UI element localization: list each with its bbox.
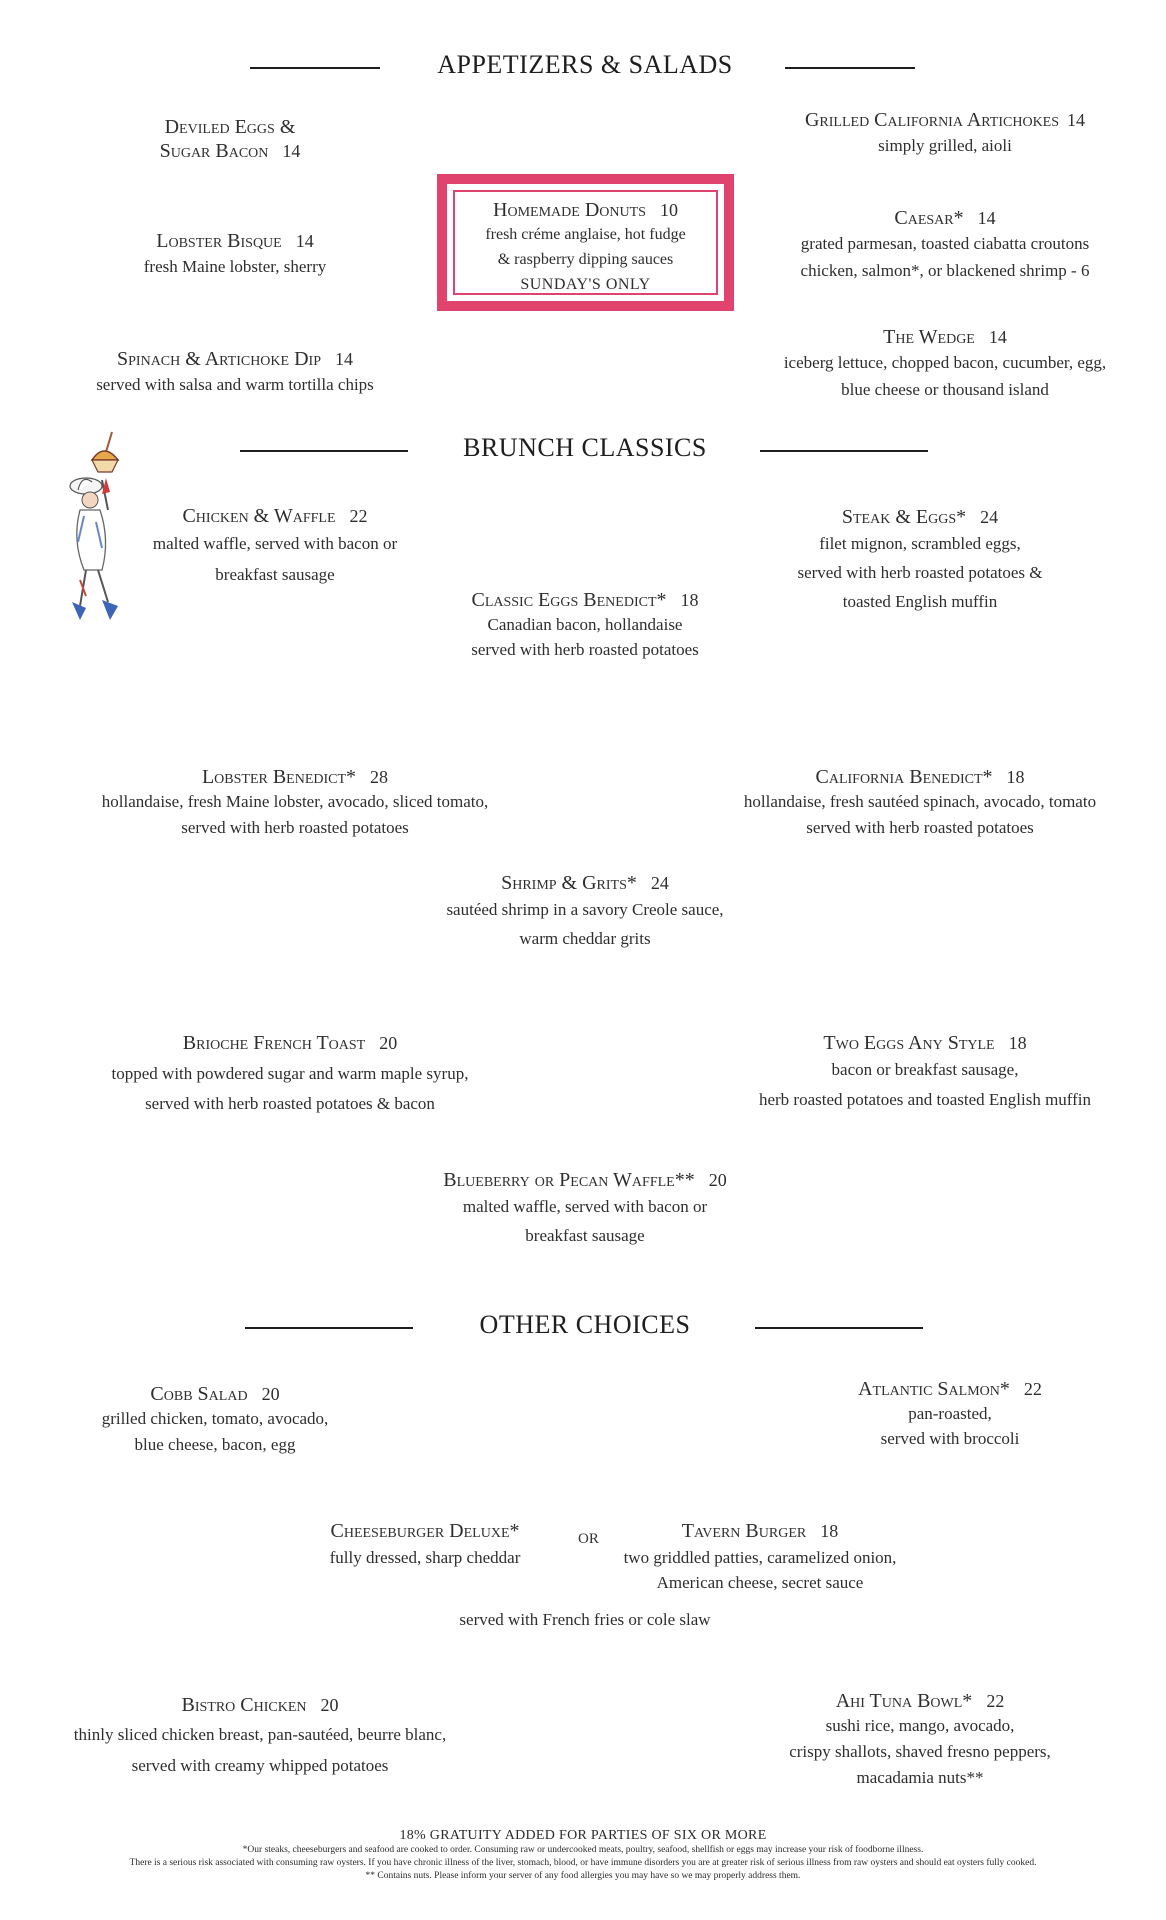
section-rule-left xyxy=(245,1327,413,1329)
item-description: served with creamy whipped potatoes xyxy=(131,1756,389,1775)
item-price: 24 xyxy=(980,507,999,527)
menu-item-california-benedict xyxy=(700,765,1140,841)
item-name: Tavern Burger xyxy=(681,1520,807,1542)
item-name: Cobb Salad xyxy=(150,1383,248,1405)
item-name: Lobster Bisque xyxy=(156,230,282,252)
item-price: 24 xyxy=(650,873,669,893)
item-name: Sugar Bacon xyxy=(159,140,269,162)
item-description: toasted English muffin xyxy=(842,592,998,611)
menu-item-ahi-tuna xyxy=(770,1689,1070,1791)
menu-item-waffle xyxy=(400,1168,770,1250)
item-name: Caesar* xyxy=(894,207,964,229)
item-description: fresh créme anglaise, hot fudge xyxy=(485,226,686,243)
oyster-disclaimer: There is a serious risk associated with consuming raw oysters. If you have chronic illness of the liver, stomach, blood, or have immune disorders you are at greater risk of serious illness from raw oysters and should eat oysters fully cooked. xyxy=(129,1858,1037,1868)
item-price: 20 xyxy=(379,1033,398,1053)
item-price: 20 xyxy=(261,1384,280,1404)
item-name: Spinach & Artichoke Dip xyxy=(117,348,321,370)
item-description: chicken, salmon*, or blackened shrimp - 6 xyxy=(800,261,1090,280)
item-price: 18 xyxy=(680,590,699,610)
item-description: breakfast sausage xyxy=(525,1226,645,1245)
footer-notes xyxy=(0,1828,1166,1883)
or-separator: OR xyxy=(578,1531,599,1547)
section-rule-right xyxy=(760,450,928,452)
item-name: Steak & Eggs* xyxy=(841,506,967,528)
item-description: served with herb roasted potatoes xyxy=(806,818,1034,837)
sundays-only-note: SUNDAY'S ONLY xyxy=(520,276,651,293)
section-title-appetizers: APPETIZERS & SALADS xyxy=(437,50,733,79)
item-description: topped with powdered sugar and warm maple syrup, xyxy=(111,1064,469,1083)
nut-allergy-note: ** Contains nuts. Please inform your server of any food allergies you may have so we may properly address them. xyxy=(365,1871,801,1881)
donuts-feature-box xyxy=(437,174,734,311)
item-name: Chicken & Waffle xyxy=(182,505,336,527)
menu-item-caesar xyxy=(765,206,1125,284)
item-description: served with herb roasted potatoes & bacon xyxy=(145,1094,435,1113)
menu-item-lobster-bisque xyxy=(100,229,370,280)
item-description: & raspberry dipping sauces xyxy=(497,251,674,268)
item-price: 10 xyxy=(659,200,678,220)
item-description: herb roasted potatoes and toasted English muffin xyxy=(758,1090,1092,1109)
item-description: sushi rice, mango, avocado, xyxy=(825,1716,1015,1735)
item-description: served with broccoli xyxy=(880,1429,1020,1448)
item-name: Ahi Tuna Bowl* xyxy=(835,1690,973,1712)
item-description: breakfast sausage xyxy=(215,565,335,584)
item-name: The Wedge xyxy=(883,326,975,348)
chef-figure xyxy=(70,432,118,620)
menu-item-chicken-waffle xyxy=(130,504,420,590)
item-price: 14 xyxy=(988,327,1007,347)
menu-item-steak-eggs xyxy=(770,505,1070,616)
section-title-brunch: BRUNCH CLASSICS xyxy=(463,433,707,462)
section-title-other: OTHER CHOICES xyxy=(479,1310,691,1339)
item-description: iceberg lettuce, chopped bacon, cucumber, egg, xyxy=(783,353,1107,372)
section-rule-right xyxy=(785,67,915,69)
item-price: 14 xyxy=(282,141,301,161)
item-price: 14 xyxy=(977,208,996,228)
item-description: blue cheese, bacon, egg xyxy=(134,1435,296,1454)
menu-item-shrimp-grits xyxy=(410,871,760,953)
item-description: malted waffle, served with bacon or xyxy=(462,1197,708,1216)
item-price: 18 xyxy=(1008,1033,1027,1053)
item-description: hollandaise, fresh sautéed spinach, avocado, tomato xyxy=(743,792,1097,811)
item-name: Grilled California Artichokes xyxy=(804,109,1060,131)
item-description: grilled chicken, tomato, avocado, xyxy=(101,1409,329,1428)
item-name: Cheeseburger Deluxe* xyxy=(330,1520,520,1542)
item-name: Blueberry or Pecan Waffle** xyxy=(443,1169,695,1191)
item-price: 20 xyxy=(320,1695,339,1715)
item-price: 14 xyxy=(295,231,314,251)
menu-item-eggs-benedict xyxy=(430,588,740,662)
item-description: served with herb roasted potatoes & xyxy=(797,563,1043,582)
item-name: California Benedict* xyxy=(815,766,993,788)
menu-item-two-eggs xyxy=(715,1031,1135,1115)
item-description: Canadian bacon, hollandaise xyxy=(487,615,683,634)
item-name: Brioche French Toast xyxy=(182,1032,366,1054)
menu-item-cheeseburger xyxy=(290,1519,560,1573)
item-description: warm cheddar grits xyxy=(519,929,651,948)
menu-item-french-toast xyxy=(75,1031,505,1119)
item-description: crispy shallots, shaved fresno peppers, xyxy=(789,1742,1051,1761)
item-description: served with salsa and warm tortilla chips xyxy=(96,375,374,394)
menu-item-deviled-eggs xyxy=(120,115,340,163)
item-name: Bistro Chicken xyxy=(181,1694,307,1716)
item-name: Lobster Benedict* xyxy=(201,766,357,788)
item-price: 14 xyxy=(334,349,353,369)
item-description: two griddled patties, caramelized onion, xyxy=(623,1548,897,1567)
item-description: fresh Maine lobster, sherry xyxy=(143,257,327,276)
section-rule-left xyxy=(240,450,408,452)
item-description: sautéed shrimp in a savory Creole sauce, xyxy=(446,900,724,919)
item-description: grated parmesan, toasted ciabatta croutons xyxy=(800,234,1090,253)
item-description: served with herb roasted potatoes xyxy=(471,640,699,659)
raw-food-disclaimer: *Our steaks, cheeseburgers and seafood are cooked to order. Consuming raw or undercooked meats, poultry, seafood, shellfish or eggs may increase your risk of foodborne illness. xyxy=(242,1845,924,1855)
item-description: bacon or breakfast sausage, xyxy=(831,1060,1019,1079)
item-price: 18 xyxy=(1006,767,1025,787)
item-name: Deviled Eggs & xyxy=(164,116,296,138)
menu-item-spinach-dip xyxy=(60,347,410,398)
item-description: thinly sliced chicken breast, pan-sautéed, beurre blanc, xyxy=(73,1725,447,1744)
menu-item-cobb-salad xyxy=(75,1382,355,1458)
item-price: 18 xyxy=(820,1521,839,1541)
item-name: Homemade Donuts xyxy=(493,199,646,221)
item-name: Shrimp & Grits* xyxy=(501,872,637,894)
item-name: Two Eggs Any Style xyxy=(823,1032,995,1054)
item-price: 28 xyxy=(370,767,389,787)
gratuity-note: 18% GRATUITY ADDED FOR PARTIES OF SIX OR MORE xyxy=(399,1828,767,1843)
item-description: filet mignon, scrambled eggs, xyxy=(819,534,1021,553)
item-description: pan-roasted, xyxy=(908,1404,992,1423)
menu-item-wedge xyxy=(760,325,1130,403)
item-description: malted waffle, served with bacon or xyxy=(152,534,398,553)
item-description: simply grilled, aioli xyxy=(878,136,1012,155)
item-description: blue cheese or thousand island xyxy=(841,380,1049,399)
item-description: fully dressed, sharp cheddar xyxy=(329,1548,521,1567)
item-price: 20 xyxy=(708,1170,727,1190)
burger-side-note: served with French fries or cole slaw xyxy=(459,1610,711,1629)
section-rule-right xyxy=(755,1327,923,1329)
item-name: Atlantic Salmon* xyxy=(858,1378,1010,1400)
menu-item-tavern-burger xyxy=(600,1519,920,1595)
item-description: American cheese, secret sauce xyxy=(656,1573,864,1592)
section-rule-left xyxy=(250,67,380,69)
item-price: 22 xyxy=(1023,1379,1042,1399)
item-description: hollandaise, fresh Maine lobster, avocado, sliced tomato, xyxy=(101,792,489,811)
item-name: Classic Eggs Benedict* xyxy=(471,589,667,611)
item-price: 22 xyxy=(986,1691,1005,1711)
item-price: 14 xyxy=(1067,110,1086,130)
menu-item-atlantic-salmon xyxy=(820,1377,1080,1451)
item-description: macadamia nuts** xyxy=(856,1768,984,1787)
item-price: 22 xyxy=(349,506,368,526)
item-description: served with herb roasted potatoes xyxy=(181,818,409,837)
menu-item-lobster-benedict xyxy=(60,765,530,841)
menu-item-artichokes xyxy=(760,108,1130,159)
menu-item-bistro-chicken xyxy=(40,1693,480,1781)
